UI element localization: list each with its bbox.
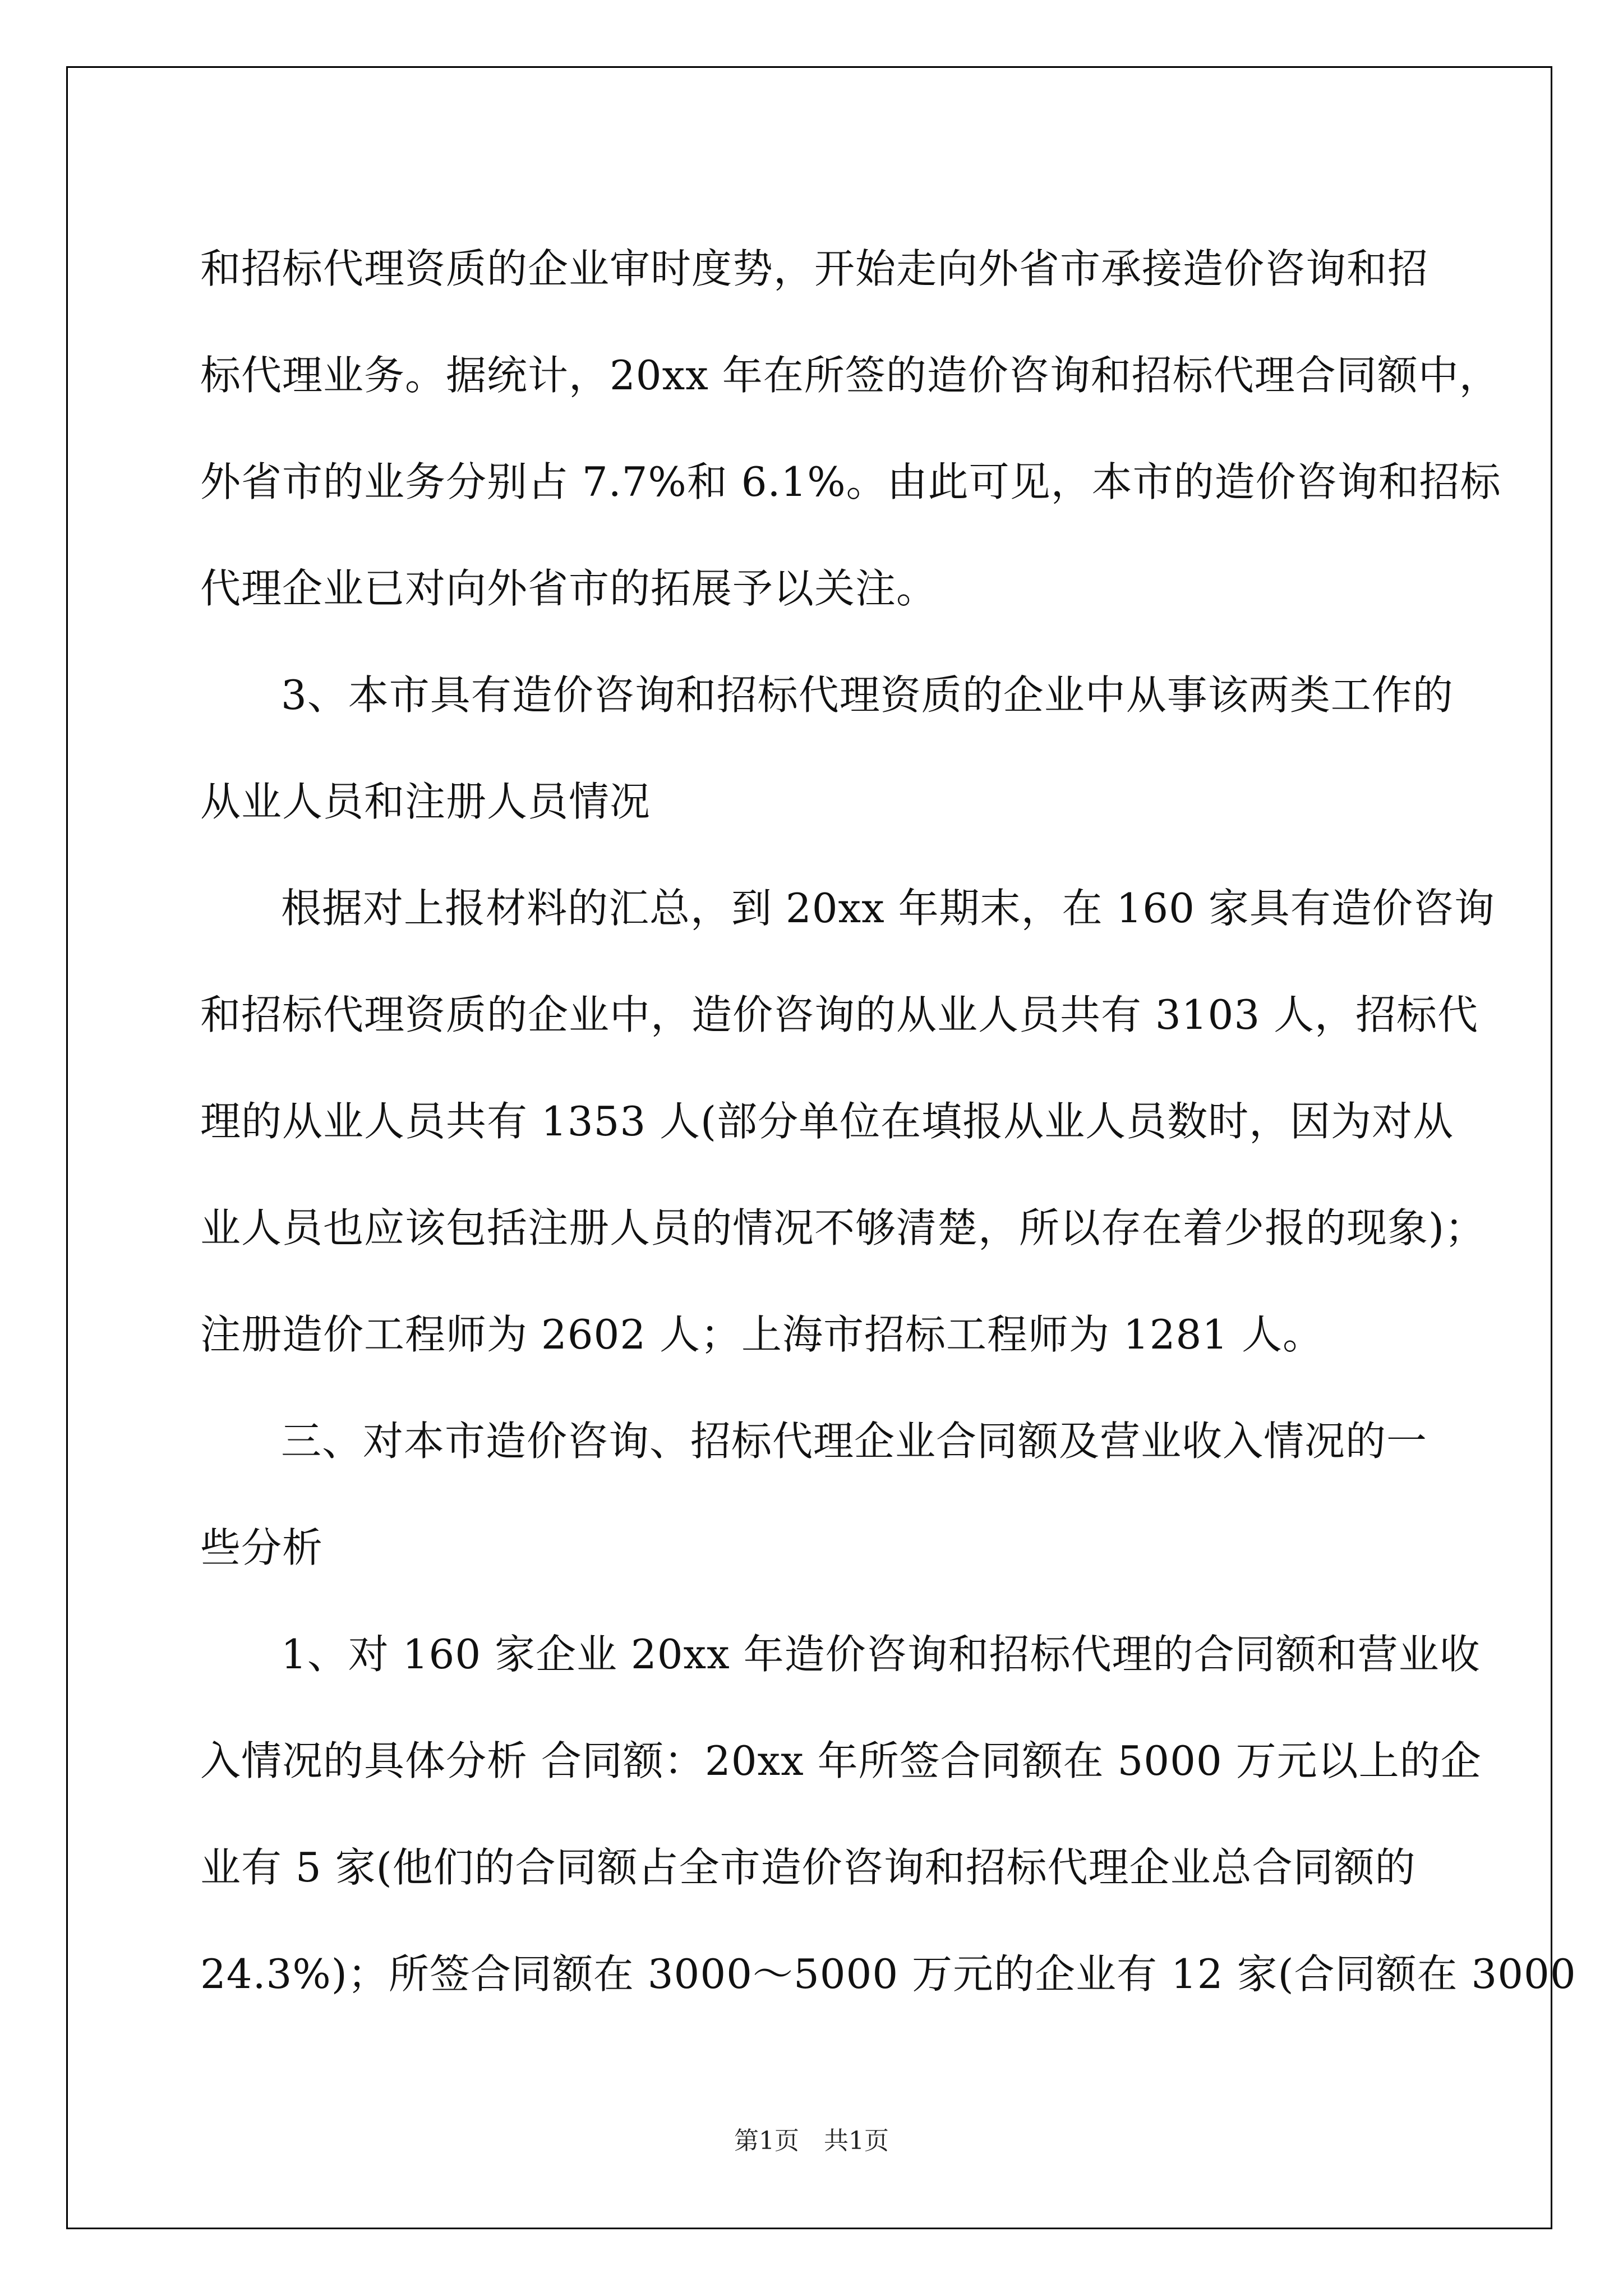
- section-heading-line: 3、本市具有造价咨询和招标代理资质的企业中从事该两类工作的: [281, 671, 1454, 719]
- section-heading-line: 些分析: [200, 1524, 324, 1571]
- text-line: 外省市的业务分别占 7.7%和 6.1%。由此可见，本市的造价咨询和招标: [200, 458, 1501, 505]
- text-line: 业人员也应该包括注册人员的情况不够清楚，所以存在着少报的现象)；: [200, 1204, 1486, 1251]
- text-line: 根据对上报材料的汇总，到 20xx 年期末，在 160 家具有造价咨询: [281, 885, 1495, 932]
- text-line: 业有 5 家(他们的合同额占全市造价咨询和招标代理企业总合同额的: [200, 1844, 1416, 1891]
- text-line: 和招标代理资质的企业中，造价咨询的从业人员共有 3103 人，招标代: [200, 991, 1479, 1038]
- text-line: 代理企业已对向外省市的拓展予以关注。: [200, 565, 938, 612]
- text-line: 1、对 160 家企业 20xx 年造价咨询和招标代理的合同额和营业收: [281, 1631, 1481, 1678]
- text-line: 注册造价工程师为 2602 人；上海市招标工程师为 1281 人。: [200, 1311, 1324, 1358]
- text-line: 24.3%)；所签合同额在 3000～5000 万元的企业有 12 家(合同额在 3000: [200, 1950, 1576, 1998]
- document-body: [200, 212, 1576, 2024]
- text-line: 入情况的具体分析 合同额：20xx 年所签合同额在 5000 万元以上的企: [200, 1737, 1482, 1784]
- page-number: 第1页 共1页: [734, 2127, 889, 2155]
- section-heading-line: 从业人员和注册人员情况: [200, 778, 651, 825]
- text-line: 理的从业人员共有 1353 人(部分单位在填报从业人员数时，因为对从: [200, 1098, 1454, 1145]
- text-line: 标代理业务。据统计，20xx 年在所签的造价咨询和招标代理合同额中，: [200, 352, 1500, 399]
- text-line: 和招标代理资质的企业审时度势，开始走向外省市承接造价咨询和招: [200, 245, 1429, 292]
- section-heading-line: 三、对本市造价咨询、招标代理企业合同额及营业收入情况的一: [281, 1418, 1428, 1465]
